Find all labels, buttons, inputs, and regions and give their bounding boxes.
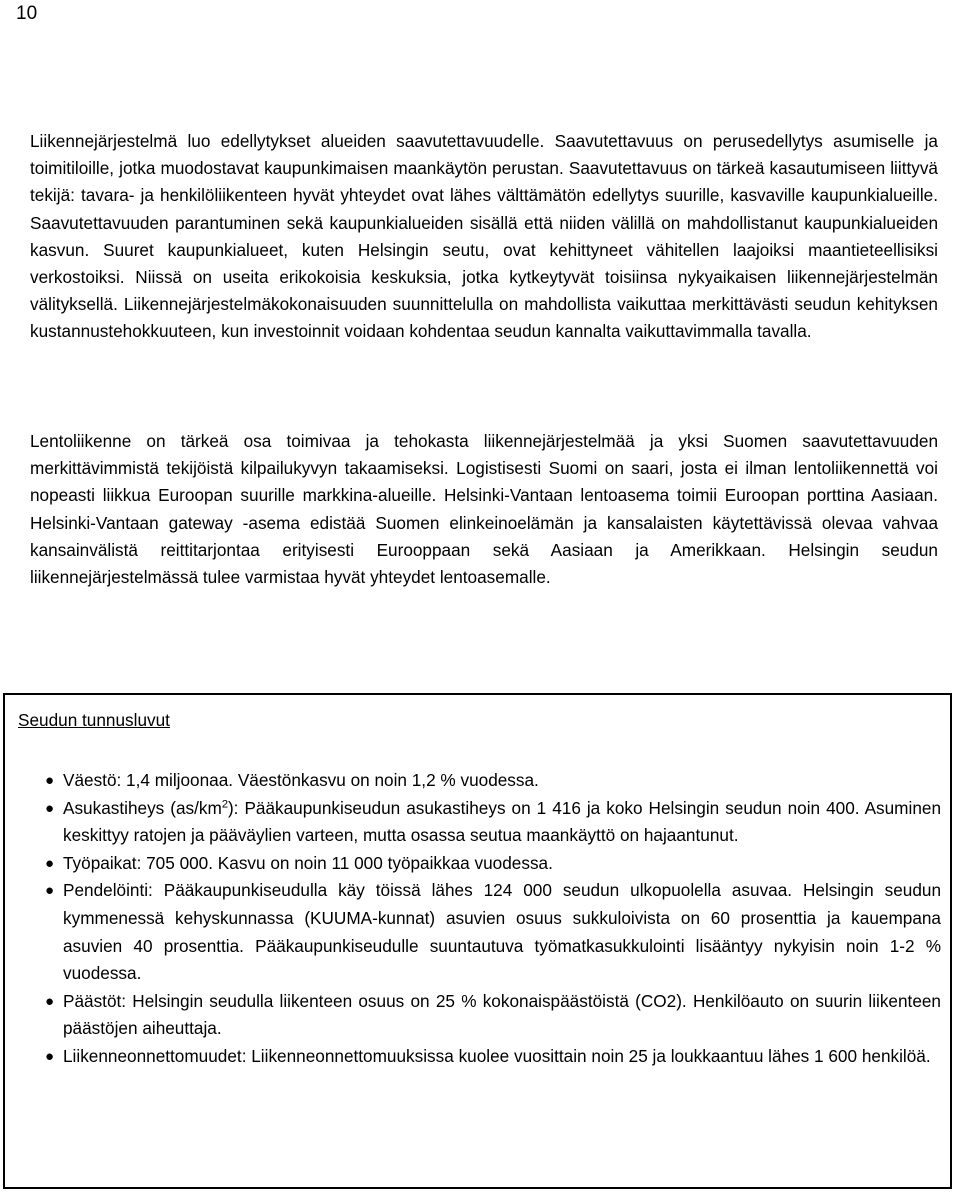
bullet-icon: ● [45, 854, 55, 872]
body-paragraph-aviation: Lentoliikenne on tärkeä osa toimivaa ja tehokasta liikennejärjestelmää ja yksi Suomen saavutettavuuden merkittävimmistä tekijöistä kilpailukyvyn takaamiseksi. Logistisesti Suomi on saari, josta ei ilman lentoliikennettä voi nopeasti liikkua Euroopan suurille markkina-alueille. Helsinki-Vantaan lentoasema toimii Euroopan porttina Aasiaan. Helsinki-Vantaan gateway -asema edistää Suomen elinkeinoelämän ja kansalaisten käytettävissä olevaa vahvaa kansainvälistä reittitarjontaa erityisesti Eurooppaan sekä Aasiaan ja Amerikkaan. Helsingin seudun liikennejärjestelmässä tulee varmistaa hyvät yhteydet lentoasemalle. [30, 431, 938, 588]
bullet-icon: ● [45, 772, 55, 789]
list-item [45, 850, 941, 878]
page-number: 10 [16, 3, 38, 24]
box-title: Seudun tunnusluvut [18, 710, 170, 730]
list-item-text: Liikenneonnettomuudet: Liikenneonnettomuuksissa kuolee vuosittain noin 25 ja loukkaantuu lähes 1 600 henkilöä. [63, 1045, 931, 1066]
list-item [45, 877, 941, 987]
list-item-text-pre: Asukastiheys (as/km [63, 797, 222, 818]
list-item-text: Pendelöinti: Pääkaupunkiseudulla käy töissä lähes 124 000 seudun ulkopuolella asuvaa. Helsingin seudun kymmenessä kehyskunnassa (KUUMA-kunnat) asuvien osuus sukkuloivista on 60 prosenttia ja kauempana asuvien 40 prosenttia. Pääkaupunkiseudulle suuntautuva työmatkasukkulointi lisääntyy nykyisin noin 1-2 % vuodessa. [63, 880, 941, 984]
list-item-text: Työpaikat: 705 000. Kasvu on noin 11 000 työpaikkaa vuodessa. [63, 852, 553, 873]
bullet-icon: ● [45, 992, 55, 1010]
bullet-icon: ● [45, 1047, 55, 1065]
list-item [45, 1043, 941, 1071]
body-paragraph-transport: Liikennejärjestelmä luo edellytykset alueiden saavutettavuudelle. Saavutettavuus on perusedellytys asumiselle ja toimitiloille, jotka muodostavat kaupunkimaisen maankäytön perustan. Saavutettavuus on tärkeä kasautumiseen liittyvä tekijä: tavara- ja henkilöliikenteen hyvät yhteydet ovat lähes välttämätön edellytys suurille, kasvaville kaupunkialueille. Saavutettavuuden parantuminen sekä kaupunkialueiden sisällä että niiden välillä on mahdollistanut kaupunkialueiden kasvun. Suuret kaupunkialueet, kuten Helsingin seutu, ovat kehittyneet vähitellen laajoiksi maantieteellisiksi verkostoiksi. Niissä on useita erikokoisia keskuksia, jotka kytkeytyvät toisiinsa nykyaikaisen liikennejärjestelmän välityksellä. Liikennejärjestelmäkokonaisuuden suunnittelulla on mahdollista vaikuttaa merkittävästi seudun kehityksen kustannustehokkuuteen, kun investoinnit voidaan kohdentaa seudun kannalta vaikuttavimmalla tavalla. [30, 131, 938, 342]
superscript: 2 [221, 797, 228, 810]
list-item-text-post: ): Pääkaupunkiseudun asukastiheys on 1 416 ja koko Helsingin seudun noin 400. Asuminen keskittyy ratojen ja pääväylien varteen, mutta osassa seutua maankäyttö on hajaantunut. [63, 797, 941, 846]
list-item [45, 988, 941, 1043]
list-item [45, 795, 941, 850]
key-figures-box [3, 693, 952, 1189]
list-item-text: Väestö: 1,4 miljoonaa. Väestönkasvu on noin 1,2 % vuodessa. [63, 770, 539, 790]
list-item-text: Päästöt: Helsingin seudulla liikenteen osuus on 25 % kokonaispäästöistä (CO2). Henkilöauto on suurin liikenteen päästöjen aiheuttaja. [63, 990, 941, 1039]
list-item [45, 767, 941, 795]
bullet-icon: ● [45, 882, 55, 900]
bullet-icon: ● [45, 799, 55, 817]
key-figures-list [45, 767, 941, 1071]
